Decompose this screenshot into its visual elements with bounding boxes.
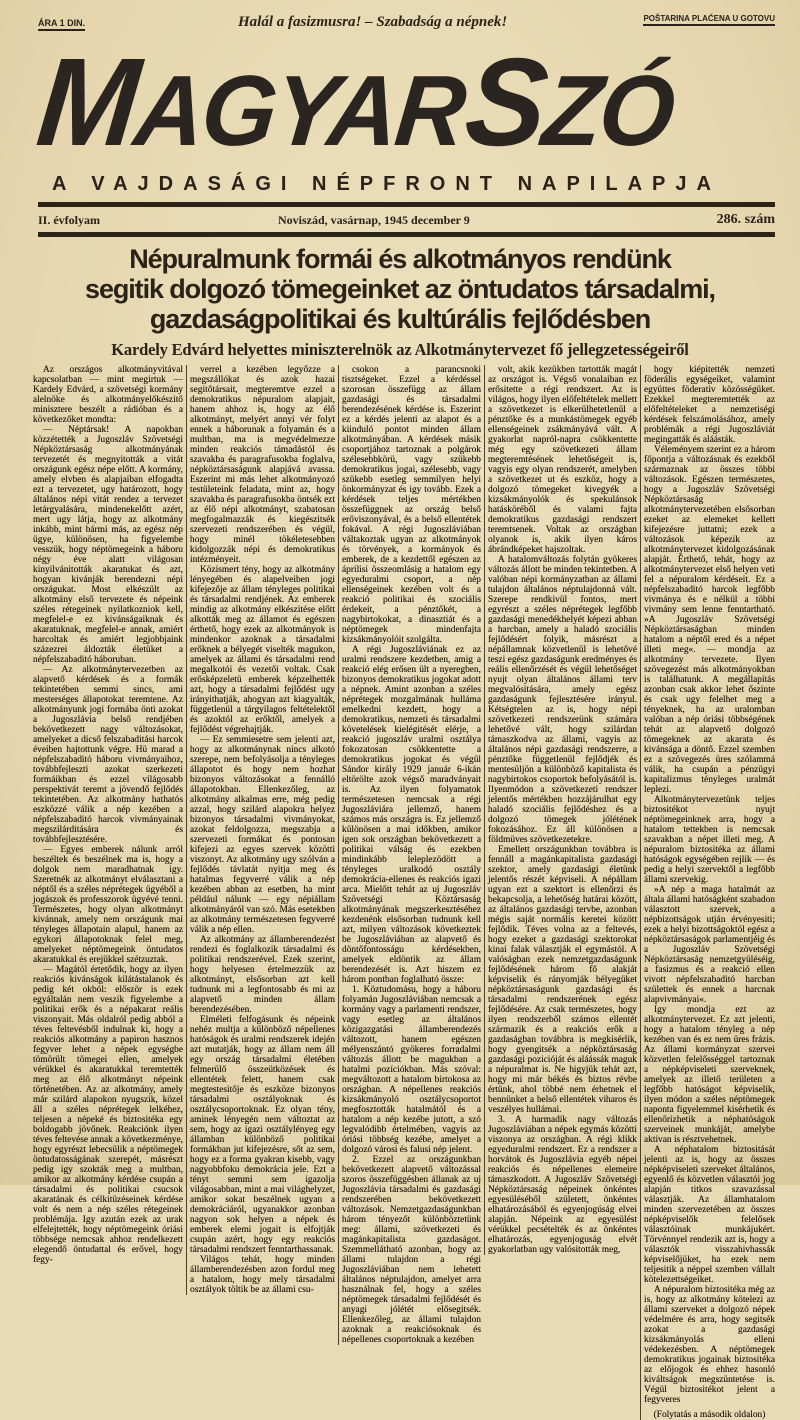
article-paragraph: — Néptársak! A napokban közzétették a Jugoszláv Szövetségi Népköztársaság alkotmányának tervezetét és megnyitották a vitát országunk egész népe előtt. A kormány, amely elvben és alapjaiban elfogadta ezt a tervezetet, ugy határozott, hogy általános népi vitát rendez a tervezet letárgyalására, mindenekelőtt azért, mert ugy látja, hogy az alkotmány inkább, mint bármi más, az egész nép ügye, különösen, ha figyelembe vesszük, hogy néptömegeink a háboru négy éve alatt világosan kinyilvánitották akaratukat és azt, hogyan kivánják berendezni népi országukat. Most elkészült az alkotmány első tervezete és népeink széles rétegeinek nyilatkozniok kell, megfelel-e ez kivánságaiknak és akaratuknak, megfelel-e annak, amiért harcoltak és amiért legjobbjaink százezrei áldozták életüket a népfelszabaditó háboruban. (33, 425, 183, 665)
title-letters: AGYAR (129, 55, 469, 167)
title-letters: ZÓ (537, 55, 678, 167)
article-paragraph: 1. Köztudomásu, hogy a háboru folyamán Jugoszláviában nemcsak a kormány vagy a parlamenti rendszer, vagy esetleg az általános közigazgatási államberendezés változott, hanem egészen mélyenszántó gyökeres forradalmi változás állott be magukban a hatalmi pozíciókban. Más szóval: megváltozott a hatalom birtokosa az országban. A népellenes reakciós kizsákmányoló osztálycsoportot megfosztották hatalmától és a hatalom a nép kezébe jutott, a szó legvalódibb értelmében, vagyis az óriási többség kezébe, amelyet a dolgozó városi és falusi nép jelent. (342, 985, 481, 1155)
newspaper-subtitle: A VAJDASÁGI NÉPFRONT NAPILAPJA (52, 173, 721, 195)
top-line (38, 14, 775, 38)
article-column (186, 365, 338, 1295)
article-paragraph: — Ez semmiesetre sem jelenti azt, hogy az alkotmánynak nincs alkotó szerepe, nem befolyásolja a tényleges állapotot és hogy nem hozhat bizonyos változásokat a fennálló állapotokban. Ellenkezőleg, az alkotmány alkalmas erre, még pedig azzal, hogy szilárd alapokra helyez bizonyos társadalmi vivmányokat, azokat feldolgozza, megszabja a szervezeti formákat és pontosan kifejezi az egyes szervek közötti viszonyt. Az alkotmány ugy szólván a fejlődés távlatát nyitja meg és hatalmas fegyverré válik a nép kezében abban az esetben, ha mint például nálunk — egy népiállam alkotmányáról van szó. Más esetekben az alkotmány természetesen fegyverré válik a nép ellen. (190, 735, 336, 935)
article-paragraph: Közismert tény, hogy az alkotmány lényegében és alapelveiben jogi kifejezője az állam tényleges politikai és társadalmi rendjének. Az emberek mindig az alkotmány elkészitése előtt alkották meg az államot és egészen érthető, hogy ezek az alkotmányok is mindenkor azoknak a társadalmi erőknek a bélyegét viselték magukon, amelyek az állami és társadalmi rend megalkotói és vezetői voltak. Csak erősképzeletü emberek képzelhették azt, hogy a társadalmi fejlődést ugy irányithatják, ahogyan azt kiagyalták, függetlenül a tárgyilagos feltételektől és azoktól az erőktől, amelyek a fejlődést végrehajtják. (190, 565, 335, 735)
article-column (33, 365, 186, 1265)
issue-info-line (38, 210, 775, 230)
main-headline (0, 244, 800, 334)
article-column (484, 365, 640, 1255)
article-paragraph: Az alkotmány az államberendezést rendezi és foglalkozik társadalmi és politikai rendszerével. Ezek szerint, hogy helyesen értelmezzük az alkotmányt, elsősorban azt kell tudnunk mi a legfontosabb és mi az alapvető minden állam berendezésében. (190, 935, 335, 1015)
slogan: Halál a fasizmusra! – Szabadság a népnek! (238, 14, 508, 30)
article-paragraph: — Az alkotmánytervezetben az alapvető kérdések és a formák tekintetében semmi sincs, ami mesterséges állapotokat teremtene. Az alkotmányunk jogi formába önti azokat a Jugoszlávia belső rendjében bekövetkezett nagy változásokat, amelyeket a dicső felszabaditási harcok éveiben hajtottunk végre. Hü marad a népfelszabaditó háboru vivmányaihoz, továbbfejleszti azokat szerkezeti formáikban és ezzel világosabb perspektivát teremt a jövendő fejlődés tekintetében. Az alkotmány hathatós eszközzé válik a nép kezében a népfelszabaditó harcok vivmányainak megszilárditására és továbbfejlesztésére. (33, 665, 183, 845)
article-paragraph: Elméleti felfogásunk és népeink nehéz multja a különböző népellenes hatóságok és uralmi rendszerek idején azt mutatják, hogy az állam nem áll egy ország társadalmi életében felmerülő összeütközések és ellentétek felett, hanem csak megtestesitője és eszköze bizonyos társadalmi osztályoknak és osztálycsoportoknak. Ez olyan tény, aminek lényegén nem változtat az sem, hogy az igazi osztálylényeg egy államban különböző politikai formákban jut kifejezésre, sőt az sem, hogy ez a forma gyakran kisebb, vagy nagyobbfoku demokrácia jele. Ezt a tényt semmi sem igazolja világosabban, mint a mai világhelyzet, amikor sokat beszélnek ugyan a demokráciáról, ugyanakkor azonban nagyon sok helyen a népek és emberek elemi jogait is elfojtják csupán azért, hogy egy reakciós társadalmi rendszert fenntarthassanak. (190, 1015, 335, 1255)
article-column (640, 365, 778, 1420)
article-paragraph: — Egyes emberek nálunk arról beszéltek és beszélnek ma is, hogy a dolgok nem maradhatnak igy. Szeretnék az alkotmányt elválasztani a néptől és a széles néprétegek ügyéből a jogászok és professzorok ügyévé tenni. Természetes, hogy olyan alkotmányt kivánnak, amely nem országunk mai tényleges állapotain alapul, hanem az egykori állapotoknak felel meg, amelyeket néptömegeink öntudatos akaratukkal és erejükkel szétzuztak. (33, 845, 183, 965)
article-paragraph: Alkotmánytervezetünk teljes biztositékot nyujt néptömegeinknek arra, hogy a hatalom tettekben is nemcsak szavakban a népet illeti meg. A népuralom biztositéka az állami hatóságok egységében rejlik — és pedig a helyi szervektől a legfőbb állami szervekig. (644, 795, 775, 885)
article-paragraph: Az országos alkotmányvitával kapcsolatban — mint megirtuk — Kardely Edvárd, a szövetségi kormány alelnöke és alkotmányelőkészitő minisztere beszélt a rádióban és a következőket mondta: (33, 365, 183, 425)
title-letter: S (459, 32, 552, 173)
price-label: ÁRA 1 DIN. (38, 18, 85, 31)
article-paragraph: verrel a kezében legyőzze a megszállókat és azok hazai segitőtársait, megteremtve ezzel a demokratikus népuralom alapjait, hanem ahhoz is, hogy az élő alkotmányt, melyért annyi vér folyt ennek a háborunak a folyamán és a multban, ma is megvédelmezze minden reakciós támadástól és szavakba és paragrafusokba foglalva, népköztársaságunk alapjává avassa. Eszerint mi más lehet alkotmányozó testületeink feladata, mint az, hogy szavakba és paragrafusokba öntsék ezt az élő népi alkotmányt, szabatosan megfogalmazzák és kiegészitsék szervezeti rendszerében és végül, hogy minél tökéletesebben kidolgozzák népi és demokratikus intézményeit. (190, 365, 335, 565)
postage-label: POŠTARINA PLAĆENA U GOTOVU (643, 14, 775, 26)
article-paragraph: 3. A harmadik nagy változás Jugoszláviában a népek egymás közötti viszonya az országban. A régi klikk egyeduralmi rendszert. Ez a rendszer a horvátok és Jugoszlávia egyéb népei reakciós és népellenes elemeire támaszkodott. A Jugoszláv Szövetségi Népköztársaság népeinek önkéntes egyesüléséből született, önkéntes elhatározásából és egyenjogúság elvei alapján. Népeink az egyesülést vérükkel pecsételték és az önkéntes elhatározás, egyenjoguság elvét gyakorlatban ugy valósitották meg, (488, 1115, 637, 1255)
issue-number: 286. szám (716, 212, 775, 227)
article-paragraph: A népuralom biztositéka még az is, hogy az alkotmány kötelezi az állami szerveket a dolgozó népek védelmére és arra, hogy segitsék azokat a gazdasági kizsákmányolás elleni védekezésben. A néptömegek demokratikus jogainak biztositéka az előjogok és ehhez hasonló kiváltságok megszüntetése is. Végül biztositékot jelent a fegyveres (644, 1285, 775, 1405)
article-paragraph: Igy mondja ezt az alkotmánytervezet. Ez azt jelenti, hogy a hatalom tényleg a nép kezében van és ez nem üres frázis. Az állami kormányzat szervei közvetlen felelősséggel tartoznak a népképviseleti szerveknek, amelyek az illető területen a legfőbb hatóságot képviselik, ilyen módon a széles néptömegek naponta figyelemmel kisérhetik és ellenőrizhetik a néphatóságok szerveinek munkáját, amelybe aktivan is résztvehetnek. (644, 1005, 775, 1145)
article-paragraph: csokon a parancsnoki tisztségeket. Ezzel a kérdéssel szorosan összefügg az állam gazdasági és társadalmi berendezésének kérdése is. Eszerint ez a kérdés jelenti az alapot és a kiinduló pontot minden állam alkotmányában. A kérdések másik csoportjához tartoznak a polgárok szélesebbkörü, vagy szükebb demokratikus jogai, szélesebb, vagy szükebb esetleg semmilyen helyi önkormányzat és igy tovább. Ezek a kérdések teljes mértékben összefüggnek az ország belső erőviszonyával, és a belső ellentétek fokával. A régi Jugoszláviában váltakoztak ugyan az alkotmányok és törvények, a kormányok és emberek, de a kezdettől egészen az áprilisi összeomlásig a hatalom egy egyeduralmi csoport, a nép ellenségeinek kezében volt és a reakció politikai és szociális érdekeit, a pénztőkét, a nagybirtokokat, a dinasztiát és a néptömegek mindenfajta kizsákmányolóit szolgálta. (342, 365, 481, 645)
article-paragraph: Emellett országunkban továbbra is fennáll a magánkapitalista gazdasági szektor, amely gazdasági életünk jelentős részét képviseli. A népállam ugyan ezt a szektort is ellenőrzi és bekapcsolja, a lehetőség határai között, az általános gazdasági tervbe, azonban mégis saját normális keretei között fejlődik. Téves volna az a feltevés, hogy ezeket a gazdasági szektorokat kinai falak választják el egymástól. A valóságban ezek nemzetgazdaságunk fejlődésének három fő alakját képviselik és rányomják bélyegüket népköztársaságunk gazdasági és társadalmi rendszerének egész fejlődésére. Az csak természetes, hogy ilyen rendszerből számos ellentét származik és a reakciós erők a gazdaságban továbbra is megkisérlik, hogy gyengitsék a népköztársaság gazdasági pozicióját és aláássák maguk a népuralmat is. Ne higyjük tehát azt, hogy mi már békés és biztos révbe értünk, ahol többé nem érhetnek el bennünket a belső ellentétek viharos és veszélyes hullámai. (488, 845, 637, 1115)
newspaper-title-logo (31, 32, 678, 173)
volume-label: II. évfolyam (38, 213, 100, 227)
article-paragraph: hogy kiépitették nemzeti föderális egységeiket, valamint együttes föderativ közösségüket. Ezekkel megteremtették az előfeltételeket a nemzetiségi kérdések felszámolásához, amely problémák a régi Jugoszláviát megingatták és aláásták. (644, 365, 775, 445)
subheadline: Kardely Edvárd helyettes miniszterelnök az Alkotmánytervezet fő jellegzetességeiről (111, 340, 689, 359)
article-paragraph: Véleményem szerint ez a három főpontja a változásnak és ezekből származnak az összes többi változások. Egészen természetes, hogy a Jugoszláv Szövetségi Népköztársaság alkotmánytervezetében elsősorban ezeket az elemeket kellett kifejezésre juttatni; ezek a változások képezik az alkotmánytervezet kidolgozásának alapját. Érthető, tehát, hogy az alkotmánytervezet első helyen veti fel a népuralom kérdéseit. Ez a népfelszabaditó harcok legfőbb vivmánya és e nélkül a többi vivmány sem lenne fenntartható. »A Jugoszláv Szövetségi Népköztársaságban minden hatalom a néptől ered és a népet illeti meg«. — mondja az alkotmány tervezete. Ilyen szövegezést más alkotmányokban is találhatunk. A megállapítás azonban csak akkor lehet őszinte és csak ugy felelhet meg a tényeknek, ha az uralomban valóban a nép óriási többségének tehát az alapvető dolgozó tömegeknek az akarata és kivánsága a döntő. Ezzel szemben ez a szövegezés üres szólammá válik, ha csupán a pénzügyi kapitalizmus tényleges uralmát leplezi. (644, 445, 775, 795)
article-paragraph: volt, akik kezükben tartották magát az országot is. Végső vonalaiban ez erősitette a régi rendszert. Az is világos, hogy ilyen előfeltételek mellett a szövetkezet is elkerülhetetlenül a pénztőke és a munkástömegek egyéb ellenségeinek zsákmányává vált. A gyakorlat napról-napra csökkentette még egy szövetkezeti állam megteremtésének lehetőségeit is, vagyis egy olyan rendszerét, amelyben a szövetkezet ut és eszköz, hogy a dolgozó tömegeket kivegyék a kizsákmányolók és spekulánsok hatásköréből és valami fajta demokratikus gazdasági rendszert teremtsenek. Voltak az országban olyanok is, akik ilyen káros ábrándképeket hajszoltak. (488, 365, 637, 555)
article-paragraph: Világos tehát, hogy minden államberendezésben azon fordul meg a hatalom, hogy mely társadalmi osztályok töltik be az állami csu- (190, 1255, 335, 1295)
headline-line: gazdaságpolitikai és kultúrális fejlődésben (149, 304, 651, 334)
article-paragraph: 2. Ezzel az országunkban bekövetkezett alapvető változással szoros összefüggésben állanak az uj Jugoszlávia társadalmi és gazdasági rendszerében bekövetkezett változások. Nemzetgazdaságunkban három tényezőt különböztetünk meg: állami, szövetkezeti és magánkapitalista gazdaságot. Szemmellátható azonban, hogy az állami tulajdon a régi Jugoszláviában nem lehetett általános néptulajdon, amelyet arra használnak fel, hogy a széles néptömegek társadalmi fejlődését és anyagi jólétét elősegitsék. Ellenkezőleg, az állami tulajdon azoknak a reakciósoknak és népellenes csoportoknak a kezében (342, 1155, 481, 1345)
dateline: Noviszád, vasárnap, 1945 december 9 (278, 213, 470, 227)
article-paragraph: A régi Jugoszláviának ez az uralmi rendszere kezdetben, amig a reakció elég erősen ült a nyeregben, bizonyos demokratikus jogokat adott a népnek. Amint azonban a széles néprétegek mozgalmának hulláma emelkedni kezdett, hogy a demokratikus, nemzeti és társadalmi követelések kielégitését elérje, a reakció jugoszláv uralmi osztálya fokozatosan csökkentette a demokratikus jogokat és végül Sándor király 1929 január 6-ikán eltörölte azok végső maradványait is. Az ilyen folyamatok természetesen nemcsak a régi Jugoszláviára jellemző, hanem számos más országra is. Ez jellemző különösen a mai időkben, amikor igen sok országban bekövetkezett a politikai válság és ezekben mindinkább leleplezödött a tényleges uralkodó osztály demokrácia-ellenes és reakciós igazi arca. Mielőtt tehát az uj Jugoszláv Szövetségi Köztársaság alkotmányának megszerkesztéséhez kezdenénk elsősorban tudnunk kell azt, milyen változások következtek be Jugoszláviában az alapvető és döntőfontosságu kérdésekben, amelyek eldöntik az állam berendezését is. Azt hiszem ez három pontban foglalható össze: (342, 645, 481, 985)
article-paragraph: A néphatalom biztositását jelenti az is, hogy az összes népképviseleti szerveket általános, egyenlő és közvetlen választói jog alapján titkos szavazással választják. Az államhatalom minden szervezetében az összes népképviselők felelősek választóinak munkájukért. Törvénnyel rendezik azt is, hogy a választók visszahivhassák képviselőjüket, ha ezek nem teljesitik a néppel szemben vállalt kötelezettségeiket. (644, 1145, 775, 1285)
continuation-note: (Folytatás a második oldalon) (653, 1410, 766, 1420)
article-column (338, 365, 484, 1345)
article-paragraph: »A nép a maga hatalmát az általa állami hatóságként szabadon választott szervek, a népbizottságok utján érvényesiti; ezek a helyi bizottságoktól egész a népköztársaságok parlamentjéig és a Jugoszláv Szövetségi Népköztársaság nemzetgyüléséig, a fasizmus és a reakció ellen vivott népfelszabaditó harcban születtek és ennek a harcnak alapvivmányai«. (644, 885, 775, 1005)
article-paragraph: A hatalomváltozás folytán gyökeres változás állott be minden tekintetben. A valóban népi kormányzatban az állami tulajdon általános néptulajdonná vált. Szerepe rendkivül fontos, mert egyrészt a széles néprétegek legfőbb gazdasági menedékhelyét képezi abban a harcban, amely a haladó szociális fejlődésért folyik, másrészt a népállamnak közvetlenül is lehetővé teszi egész gazdaságunk eredményes és reális ellenőrzését és végül lehetőséget nyujt olyan általános állami terv megvalósitására, amely egész gazdaságunk fejlesztésére irányul. Kétségtelen az is, hogy népi szövetkezeti rendszerünk számára lehetővé vált, hogy szilárdan támaszkodva az állami, vagyis az általános népi gazdasági rendszerre, a pénztőke függetlenül fejlődjék és mentesüljön a különböző kapitalista és nagybirtokos csoportok befolyásától is. Ilyenmódon a szövetkezeti rendszer jelentős mértékben hozzájárulhat egy haladó szociális fejlődéshez és a dolgozó tömegek jólétének fokozásához. Ez áll különösen a földmüves szövetkezetekre. (488, 555, 637, 845)
article-paragraph: — Magától értetődik, hogy az ilyen reakciós kivánságok kilátástalanok és pedig két okból: először is ezek egyáltalán nem veszik figyelembe a politikai erők és a népakarat reális viszonyait. Más oldalról pedig abból a téves feltevésből indulnak ki, hogy a reakciós alkotmány a papiron hasznos fegyver lehet a népek egységbe tömörült tömegei ellen, amelyek vérükkel és akaratukkal teremtették meg az élő alkotmányt népeink történetében. Az az alkotmány, amely már szilárd alapokon nyugszik, közel áll a széles néprétegek lelkéhez, teljesen a népeké és biztositéka egy boldogabb jövőnek. Reakciónk ilyen téves feltevése annak a következménye, hogy egyrészt lebecsülik a néptömegek öntudatosságának szerepét, másrészt pedig igy szokták meg a multban, amikor az alkotmány kérdése csupán a társadalmi és politikai csucsok akaratának és célkitüzéseinek kérdése volt és nem a nép széles rétegeinek problémája. Igy azután ezek az urak elfelejtették, hogy néptömegeink óriási többsége nemcsak ahhoz rendelkezett elegendő öntudattal és erővel, hogy fegy- (33, 965, 183, 1265)
headline-line: segitik dolgozó tömegeinket az öntudatos társadalmi, (85, 274, 715, 304)
divider (38, 232, 775, 237)
title-letter: M (31, 32, 144, 173)
article-columns (33, 365, 778, 1420)
divider (38, 202, 775, 207)
headline-line: Népuralmunk formái és alkotmányos rendünk (129, 244, 671, 274)
